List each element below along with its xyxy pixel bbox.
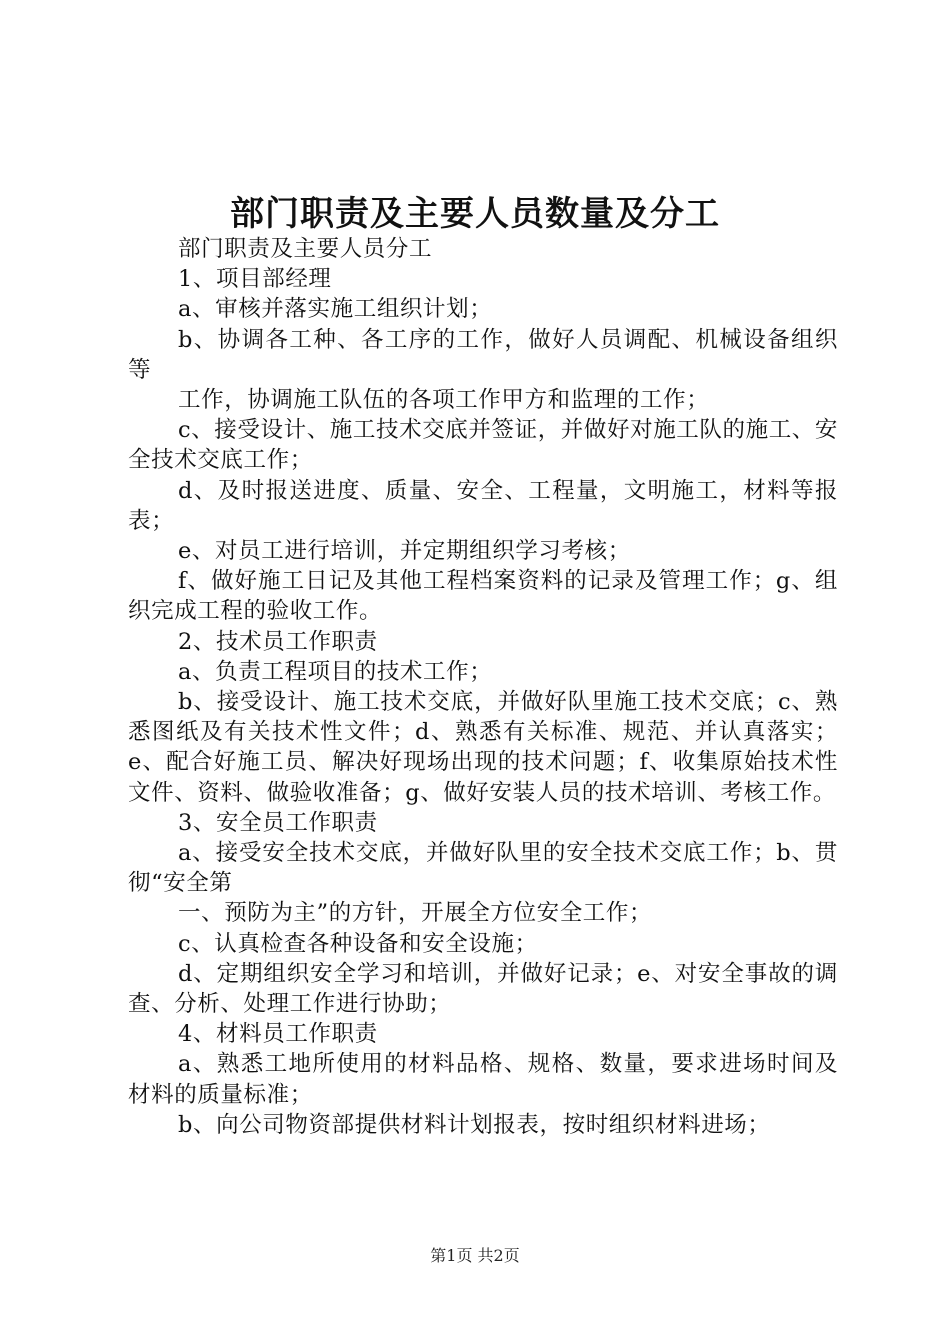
paragraph: d、定期组织安全学习和培训，并做好记录；e、对安全事故的调查、分析、处理工作进行协助； <box>128 960 838 1018</box>
paragraph: 3、安全员工作职责 <box>178 809 378 836</box>
paragraph: b、协调各工种、各工序的工作，做好人员调配、机械设备组织等 <box>128 326 838 383</box>
paragraph: d、及时报送进度、质量、安全、工程量，文明施工，材料等报表； <box>128 477 838 534</box>
paragraph: 2、技术员工作职责 <box>178 628 378 655</box>
paragraph: a、审核并落实施工组织计划； <box>178 296 493 323</box>
paragraph: c、认真检查各种设备和安全设施； <box>178 930 538 957</box>
paragraph: e、对员工进行培训，并定期组织学习考核； <box>178 538 631 565</box>
paragraph: 一、预防为主”的方针，开展全方位安全工作； <box>178 900 653 927</box>
paragraph: a、负责工程项目的技术工作； <box>178 658 493 685</box>
document-title: 部门职责及主要人员数量及分工 <box>230 194 720 234</box>
paragraph: f、做好施工日记及其他工程档案资料的记录及管理工作；g、组织完成工程的验收工作。 <box>128 568 838 625</box>
document-body <box>128 234 838 1140</box>
paragraph: b、向公司物资部提供材料计划报表，按时组织材料进场； <box>178 1111 771 1138</box>
paragraph: 1、项目部经理 <box>178 266 332 293</box>
paragraph: b、接受设计、施工技术交底，并做好队里施工技术交底；c、熟悉图纸及有关技术性文件；d、熟悉有关标准、规范、并认真落实；e、配合好施工员、解决好现场出现的技术问题；f、收集原始技术性文件、资料、做验收准备；g、做好安装人员的技术培训、考核工作。 <box>128 689 838 806</box>
paragraph: a、接受安全技术交底，并做好队里的安全技术交底工作；b、贯彻“安全第 <box>128 840 838 897</box>
paragraph: c、接受设计、施工技术交底并签证，并做好对施工队的施工、安全技术交底工作； <box>128 417 839 474</box>
paragraph: 部门职责及主要人员分工 <box>178 236 433 262</box>
page-footer: 第1页 共2页 <box>430 1246 520 1265</box>
paragraph: a、熟悉工地所使用的材料品格、规格、数量，要求进场时间及材料的质量标准； <box>128 1051 838 1108</box>
paragraph: 工作，协调施工队伍的各项工作甲方和监理的工作； <box>178 387 710 414</box>
paragraph: 4、材料员工作职责 <box>178 1021 378 1048</box>
